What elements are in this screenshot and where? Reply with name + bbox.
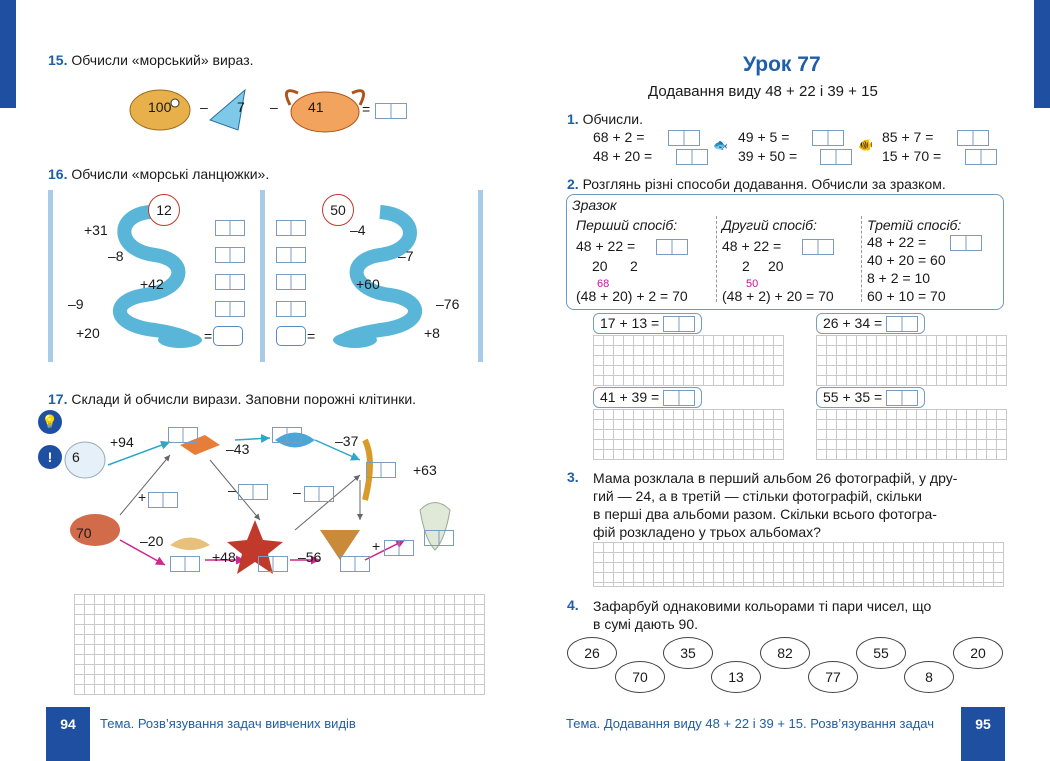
- answer-box: [950, 235, 982, 251]
- way3-line: 40 + 20 = 60: [867, 252, 946, 268]
- fish-icon: 🐠: [858, 138, 873, 152]
- operation-label: –56: [298, 549, 322, 565]
- lesson-title: Урок 77: [743, 53, 821, 76]
- page-number-left: 94: [46, 707, 90, 761]
- way3-line: 8 + 2 = 10: [867, 270, 931, 286]
- way3-title: Третій спосіб:: [867, 217, 962, 233]
- operation-label: +63: [413, 462, 437, 478]
- number-oval[interactable]: 8: [904, 661, 954, 693]
- chain1-final-box[interactable]: [213, 326, 243, 346]
- way1-split: 20: [592, 258, 608, 274]
- operation-label: +: [138, 489, 147, 505]
- answer-box[interactable]: [238, 484, 268, 500]
- chain1-step: –9: [68, 296, 84, 312]
- answer-box[interactable]: [668, 130, 700, 146]
- right-page-tab: [1034, 0, 1050, 108]
- operation-label: –43: [226, 441, 250, 457]
- way2-result: (48 + 2) + 20 = 70: [722, 288, 834, 304]
- chain2-step: –4: [350, 222, 366, 238]
- chain1-step: +42: [140, 276, 164, 292]
- expression: 85 + 7 =: [882, 129, 934, 145]
- task-number: 1.: [567, 111, 579, 127]
- answer-box[interactable]: [957, 130, 989, 146]
- chain2-step: +60: [356, 276, 380, 292]
- way1-hint: 68: [597, 278, 610, 290]
- writing-grid[interactable]: [74, 594, 485, 695]
- task2-heading: [567, 176, 946, 192]
- answer-box: [802, 239, 834, 255]
- expression: 68 + 2 =: [593, 129, 645, 145]
- way2-title: Другий спосіб:: [722, 217, 817, 233]
- writing-grid[interactable]: [593, 409, 784, 460]
- equals-sign: =: [204, 328, 213, 344]
- exercise-expression: 17 + 13 =: [600, 315, 660, 331]
- number-oval[interactable]: 70: [615, 661, 665, 693]
- minus-sign: –: [200, 99, 208, 115]
- task-text-line: гий — 24, а в третій — стільки фотографій, скільки: [593, 488, 922, 504]
- equals-sign: =: [362, 101, 371, 117]
- fish-icon: 🐟: [713, 138, 728, 152]
- chain2-final-box[interactable]: [276, 326, 306, 346]
- lesson-subtitle: Додавання виду 48 + 22 і 39 + 15: [648, 83, 878, 100]
- task-text-line: Мама розклала в перший альбом 26 фотографій, у дру-: [593, 470, 958, 486]
- exercise-expression: 26 + 34 =: [823, 315, 883, 331]
- footer-left: Тема. Розв’язування задач вивчених видів: [100, 716, 356, 731]
- answer-box[interactable]: [366, 462, 396, 478]
- left-page-tab: [0, 0, 16, 108]
- writing-grid[interactable]: [816, 409, 1007, 460]
- operation-label: +94: [110, 434, 134, 450]
- chain1-start: 12: [148, 194, 180, 226]
- number-oval[interactable]: 26: [567, 637, 617, 669]
- divider: [861, 216, 862, 302]
- exclamation-icon: !: [38, 445, 62, 469]
- task4-text: [593, 597, 931, 633]
- number-oval[interactable]: 82: [760, 637, 810, 669]
- answer-box[interactable]: [886, 390, 918, 406]
- task-number: 3.: [567, 469, 579, 485]
- chain1-answer-box[interactable]: [215, 301, 245, 317]
- task-number: 16.: [48, 166, 68, 182]
- expression: 48 + 20 =: [593, 148, 653, 164]
- operation-label: –: [228, 482, 236, 498]
- task-number: 4.: [567, 597, 579, 613]
- task-number: 15.: [48, 52, 68, 68]
- answer-box[interactable]: [663, 316, 695, 332]
- task-number: 17.: [48, 391, 68, 407]
- footer-right: Тема. Додавання виду 48 + 22 і 39 + 15. Розв’язування задач: [566, 716, 934, 731]
- answer-box: [656, 239, 688, 255]
- exercise-expression: 41 + 39 =: [600, 389, 660, 405]
- task15-heading: [48, 52, 254, 68]
- operation-label: –20: [140, 533, 164, 549]
- task17-heading: [48, 391, 416, 407]
- chain2-step: +8: [424, 325, 440, 341]
- answer-box[interactable]: [340, 556, 370, 572]
- chain1-step: +31: [84, 222, 108, 238]
- answer-box[interactable]: [170, 556, 200, 572]
- way3-line: 48 + 22 =: [867, 234, 927, 250]
- task-text: Обчисли.: [582, 111, 644, 127]
- answer-box[interactable]: [424, 530, 454, 546]
- chain2-answer-box[interactable]: [276, 220, 306, 236]
- exercise-pill: [816, 387, 925, 408]
- operation-label: +: [372, 538, 381, 554]
- exercise-pill: [593, 387, 702, 408]
- number-oval[interactable]: 20: [953, 637, 1003, 669]
- number-oval[interactable]: 55: [856, 637, 906, 669]
- answer-box[interactable]: [663, 390, 695, 406]
- minus-sign: –: [270, 99, 278, 115]
- answer-box[interactable]: [148, 492, 178, 508]
- divider: [716, 216, 717, 302]
- writing-grid[interactable]: [593, 542, 1004, 587]
- answer-box[interactable]: [676, 149, 708, 165]
- chain1-answer-box[interactable]: [215, 274, 245, 290]
- way1-title: Перший спосіб:: [576, 217, 678, 233]
- equals-sign: =: [307, 328, 316, 344]
- value-c: 41: [308, 99, 324, 115]
- chain1-step: +20: [76, 325, 100, 341]
- task3-text: [593, 469, 957, 541]
- number-oval[interactable]: 13: [711, 661, 761, 693]
- chain2-answer-box[interactable]: [276, 301, 306, 317]
- task1-heading: [567, 111, 643, 127]
- task-text: Розглянь різні способи додавання. Обчисли за зразком.: [582, 176, 946, 192]
- task-text-line: в перші два альбоми разом. Скільки всього фотогра-: [593, 506, 937, 522]
- writing-grid[interactable]: [816, 335, 1007, 386]
- task-text-line: фій розкладено у трьох альбомах?: [593, 524, 821, 540]
- task-text: Обчисли «морські ланцюжки».: [71, 166, 270, 182]
- number-oval[interactable]: 35: [663, 637, 713, 669]
- way2-expression: 48 + 22 =: [722, 238, 782, 254]
- writing-grid[interactable]: [593, 335, 784, 386]
- chain2-step: –76: [436, 296, 460, 312]
- chain2-start: 50: [322, 194, 354, 226]
- answer-box[interactable]: [886, 316, 918, 332]
- number-oval[interactable]: 77: [808, 661, 858, 693]
- way3-line: 60 + 10 = 70: [867, 288, 946, 304]
- way2-split: 2: [742, 258, 750, 274]
- task-text-line: Зафарбуй однаковими кольорами ті пари чисел, що: [593, 598, 932, 614]
- sample-label: Зразок: [572, 197, 617, 213]
- expression: 49 + 5 =: [738, 129, 790, 145]
- divider-bar: [478, 190, 483, 362]
- value-a: 100: [148, 99, 172, 115]
- exercise-pill: [816, 313, 925, 334]
- task-text: Обчисли «морський» вираз.: [71, 52, 254, 68]
- task-number: 2.: [567, 176, 579, 192]
- expression: 15 + 70 =: [882, 148, 942, 164]
- chain1-answer-box[interactable]: [215, 247, 245, 263]
- chain2-answer-box[interactable]: [276, 247, 306, 263]
- chain2-step: –7: [398, 248, 414, 264]
- way2-split: 20: [768, 258, 784, 274]
- answer-box[interactable]: [375, 103, 407, 119]
- divider-bar: [260, 190, 265, 362]
- way1-split: 2: [630, 258, 638, 274]
- answer-box[interactable]: [384, 540, 414, 556]
- answer-box[interactable]: [272, 427, 302, 443]
- task-text: Склади й обчисли вирази. Заповни порожні клітинки.: [71, 391, 417, 407]
- lightbulb-icon: 💡: [38, 410, 62, 434]
- page-number-right: 95: [961, 707, 1005, 761]
- operation-label: –: [293, 484, 301, 500]
- expression: 39 + 50 =: [738, 148, 798, 164]
- value-b: 7: [237, 99, 245, 115]
- task16-heading: [48, 166, 269, 182]
- sea-expression: [120, 85, 410, 145]
- answer-box[interactable]: [812, 130, 844, 146]
- answer-box[interactable]: [258, 556, 288, 572]
- answer-box[interactable]: [168, 427, 198, 443]
- start-value-bottom: 70: [76, 525, 92, 541]
- chain1-step: –8: [108, 248, 124, 264]
- exercise-expression: 55 + 35 =: [823, 389, 883, 405]
- way1-expression: 48 + 22 =: [576, 238, 636, 254]
- task-text-line: в сумі дають 90.: [593, 616, 698, 632]
- answer-box[interactable]: [304, 486, 334, 502]
- way2-hint: 50: [746, 278, 759, 290]
- start-value-top: 6: [72, 449, 80, 465]
- chain1-answer-box[interactable]: [215, 220, 245, 236]
- way1-result: (48 + 20) + 2 = 70: [576, 288, 688, 304]
- divider-bar: [48, 190, 53, 362]
- operation-label: –37: [335, 433, 359, 449]
- chain2-answer-box[interactable]: [276, 274, 306, 290]
- operation-label: +48: [212, 549, 236, 565]
- answer-box[interactable]: [965, 149, 997, 165]
- exercise-pill: [593, 313, 702, 334]
- answer-box[interactable]: [820, 149, 852, 165]
